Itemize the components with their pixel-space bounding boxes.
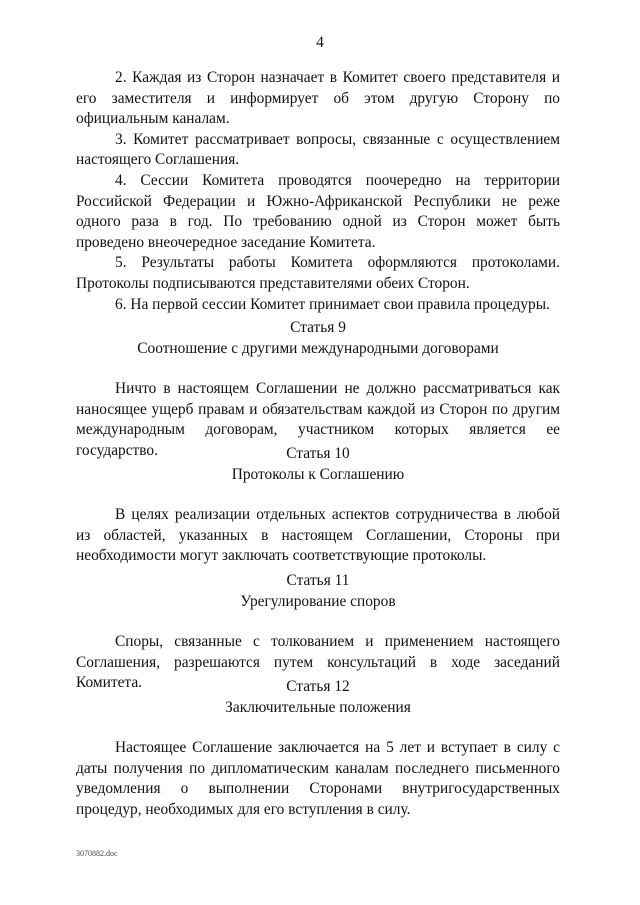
article-text: В целях реализации отдельных аспектов сотрудничества в любой из областей, указанных в настоящем Соглашении, Стороны при необходимости могут заключать соответствующие протоколы. — [76, 506, 560, 565]
page-number: 4 — [316, 34, 324, 51]
article-title: Протоколы к Соглашению — [231, 465, 405, 483]
paragraph-2: 2. Каждая из Сторон назначает в Комитет своего представителя и его заместителя и информирует об этом другую Сторону по официальным каналам. — [76, 69, 560, 128]
article-12 — [76, 677, 560, 821]
article-title: Соотношение с другими международными договорами — [137, 339, 499, 357]
article-10 — [76, 444, 560, 567]
paragraph-6: 6. На первой сессии Комитет принимает свои правила процедуры. — [115, 295, 550, 313]
article-11 — [76, 571, 560, 694]
article-text: Ничто в настоящем Соглашении не должно рассматриваться как наносящее ущерб правам и обязательствам каждой из Сторон по другим международным договорам, участником которых является ее государство. — [76, 380, 560, 459]
article-title: Заключительные положения — [225, 698, 411, 716]
paragraph-4: 4. Сессии Комитета проводятся поочередно на территории Российской Федерации и Южно-Африканской Республики не реже одного раза в год. По требованию одной из Сторон может быть проведено внеочередное заседание Комитета. — [76, 171, 560, 251]
article-number: Статья 9 — [290, 319, 346, 336]
paragraph-3: 3. Комитет рассматривает вопросы, связанные с осуществлением настоящего Соглашения. — [76, 130, 560, 169]
article-text: Настоящее Соглашение заключается на 5 лет и вступает в силу с даты получения по дипломатическим каналам последнего письменного уведомления о выполнении Сторонами внутригосударственных процедур, необходимых для его вступления в силу. — [76, 739, 560, 818]
article-title: Урегулирование споров — [240, 592, 396, 610]
committee-paragraphs — [76, 68, 560, 315]
article-9 — [76, 318, 560, 462]
article-number: Статья 12 — [286, 678, 350, 695]
document-footer-filename: 3070882.doc — [76, 849, 118, 858]
paragraph-5: 5. Результаты работы Комитета оформляются протоколами. Протоколы подписываются представителями обеих Сторон. — [76, 254, 560, 292]
article-number: Статья 11 — [286, 572, 350, 589]
article-number: Статья 10 — [286, 445, 350, 462]
article-text: Споры, связанные с толкованием и применением настоящего Соглашения, разрешаются путем консультаций в ходе заседаний Комитета. — [76, 633, 560, 692]
